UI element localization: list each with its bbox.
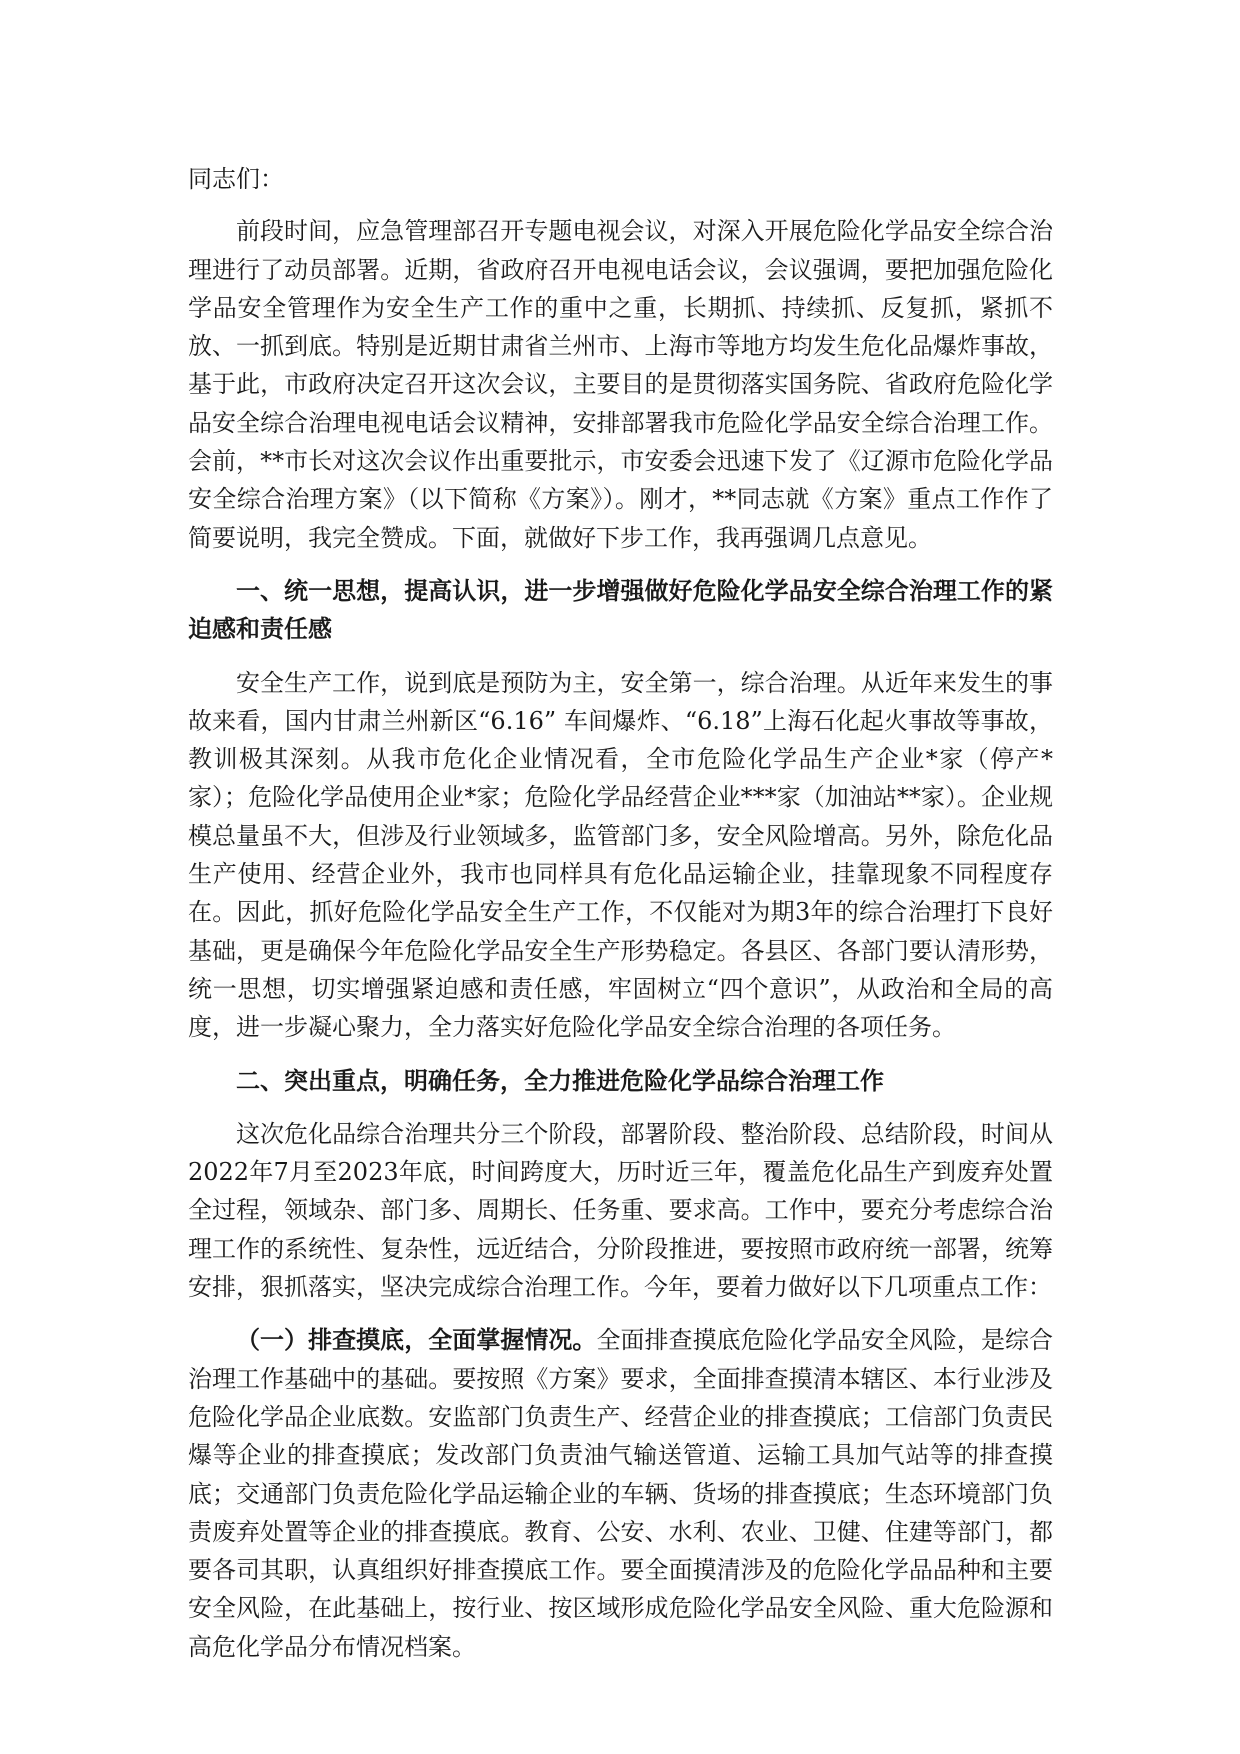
section-heading-2: 二、突出重点，明确任务，全力推进危险化学品综合治理工作 xyxy=(236,1065,884,1095)
paragraph-section-1: 安全生产工作，说到底是预防为主，安全第一，综合治理。从近年来发生的事故来看，国内甘肃兰州新区“6.16” 车间爆炸、“6.18”上海石化起火事故等事故，教训极其深刻。从我市危化企业情况看，全市危险化学品生产企业*家（停产*家）；危险化学品使用企业*家；危险化学品经营企业***家（加油站**家）。企业规模总量虽不大，但涉及行业领域多，监管部门多，安全风险增高。另外，除危化品生产使用、经营企业外，我市也同样具有危化品运输企业，挂靠现象不同程度存在。因此，抓好危险化学品安全生产工作，不仅能对为期3年的综合治理打下良好基础，更是确保今年危险化学品安全生产形势稳定。各县区、各部门要认清形势，统一思想，切实增强紧迫感和责任感，牢固树立“四个意识”，从政治和全局的高度，进一步凝心聚力，全力落实好危险化学品安全综合治理的各项任务。 xyxy=(188,668,1053,1042)
paragraph-intro: 前段时间，应急管理部召开专题电视会议，对深入开展危险化学品安全综合治理进行了动员部署。近期，省政府召开电视电话会议，会议强调，要把加强危险化学品安全管理作为安全生产工作的重中之重，长期抓、持续抓、反复抓，紧抓不放、一抓到底。特别是近期甘肃省兰州市、上海市等地方均发生危化品爆炸事故，基于此，市政府决定召开这次会议，主要目的是贯彻落实国务院、省政府危险化学品安全综合治理电视电话会议精神，安排部署我市危险化学品安全综合治理工作。会前，**市长对这次会议作出重要批示，市安委会迅速下发了《辽源市危险化学品安全综合治理方案》（以下简称《方案》）。刚才，**同志就《方案》重点工作作了简要说明，我完全赞成。下面，就做好下步工作，我再强调几点意见。 xyxy=(188,217,1053,552)
salutation: 同志们： xyxy=(188,165,284,193)
paragraph-section-2: 这次危化品综合治理共分三个阶段，部署阶段、整治阶段、总结阶段，时间从2022年7月至2023年底，时间跨度大，历时近三年，覆盖危化品生产到废弃处置全过程，领域杂、部门多、周期长、任务重、要求高。工作中，要充分考虑综合治理工作的系统性、复杂性，远近结合，分阶段推进，要按照市政府统一部署，统筹安排，狠抓落实，坚决完成综合治理工作。今年，要着力做好以下几项重点工作： xyxy=(188,1119,1053,1302)
document-body xyxy=(188,160,1053,1681)
subsection-1-body: 全面排查摸底危险化学品安全风险，是综合治理工作基础中的基础。要按照《方案》要求，全面排查摸清本辖区、本行业涉及危险化学品企业底数。安监部门负责生产、经营企业的排查摸底；工信部门负责民爆等企业的排查摸底；发改部门负责油气输送管道、运输工具加气站等的排查摸底；交通部门负责危险化学品运输企业的车辆、货场的排查摸底；生态环境部门负责废弃处置等企业的排查摸底。教育、公安、水利、农业、卫健、住建等部门，都要各司其职，认真组织好排查摸底工作。要全面摸清涉及的危险化学品品种和主要安全风险，在此基础上，按行业、按区域形成危险化学品安全风险、重大危险源和高危化学品分布情况档案。 xyxy=(188,1326,1054,1661)
section-heading-1: 一、统一思想，提高认识，进一步增强做好危险化学品安全综合治理工作的紧迫感和责任感 xyxy=(188,575,1053,644)
subsection-1-lead: （一）排查摸底，全面掌握情况。 xyxy=(236,1325,597,1355)
paragraph-subsection-1 xyxy=(188,1321,1053,1666)
